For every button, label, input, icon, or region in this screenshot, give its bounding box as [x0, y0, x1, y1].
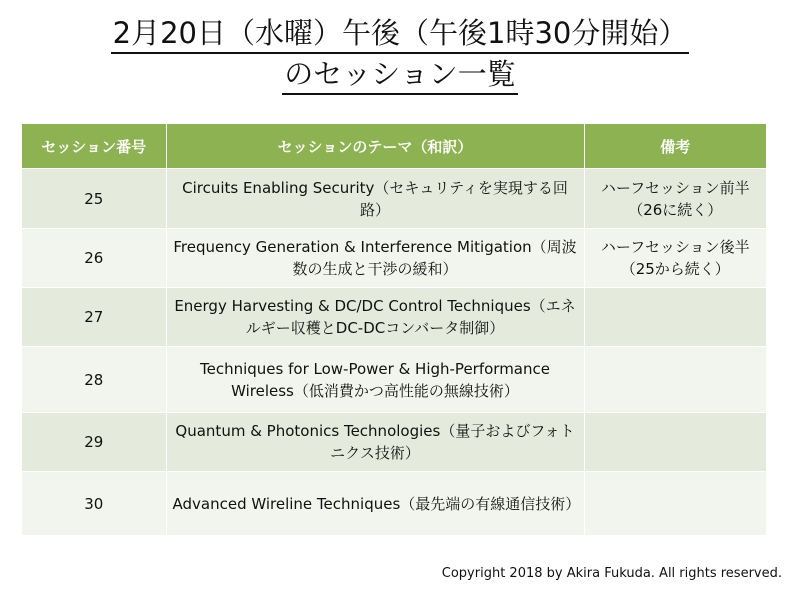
table-row	[22, 413, 766, 472]
session-theme-cell: Energy Harvesting & DC/DC Control Techniques（エネルギー収穫とDC-DCコンバータ制御）	[166, 288, 584, 347]
table-row	[22, 347, 766, 413]
session-number-cell: 25	[22, 169, 166, 229]
session-note-cell	[584, 472, 766, 536]
session-number-cell: 28	[22, 347, 166, 413]
session-note-cell: ハーフセッション後半（25から続く）	[584, 229, 766, 288]
session-note-cell	[584, 288, 766, 347]
session-theme-cell: Techniques for Low-Power & High-Performance Wireless（低消費かつ高性能の無線技術）	[166, 347, 584, 413]
session-note-cell	[584, 413, 766, 472]
table-header-row	[22, 124, 766, 169]
copyright-notice: Copyright 2018 by Akira Fukuda. All rights reserved.	[441, 566, 782, 581]
title-line-1: 2月20日（水曜）午後（午後1時30分開始）	[111, 14, 690, 54]
session-theme-cell: Circuits Enabling Security（セキュリティを実現する回路）	[166, 169, 584, 229]
session-number-cell: 29	[22, 413, 166, 472]
session-number-cell: 27	[22, 288, 166, 347]
session-table	[22, 124, 766, 535]
table-row	[22, 229, 766, 288]
header-note: 備考	[584, 124, 766, 169]
session-note-cell	[584, 347, 766, 413]
table-row	[22, 288, 766, 347]
session-theme-cell: Quantum & Photonics Technologies（量子およびフォトニクス技術）	[166, 413, 584, 472]
session-theme-cell: Frequency Generation & Interference Mitigation（周波数の生成と干渉の緩和）	[166, 229, 584, 288]
session-theme-cell: Advanced Wireline Techniques（最先端の有線通信技術）	[166, 472, 584, 536]
header-session-theme: セッションのテーマ（和訳）	[166, 124, 584, 169]
header-session-number: セッション番号	[22, 124, 166, 169]
session-number-cell: 30	[22, 472, 166, 536]
session-note-cell: ハーフセッション前半（26に続く）	[584, 169, 766, 229]
session-number-cell: 26	[22, 229, 166, 288]
title-line-2: のセッション一覧	[282, 55, 517, 95]
page-title	[0, 14, 800, 96]
table-row	[22, 472, 766, 536]
table-row	[22, 169, 766, 229]
